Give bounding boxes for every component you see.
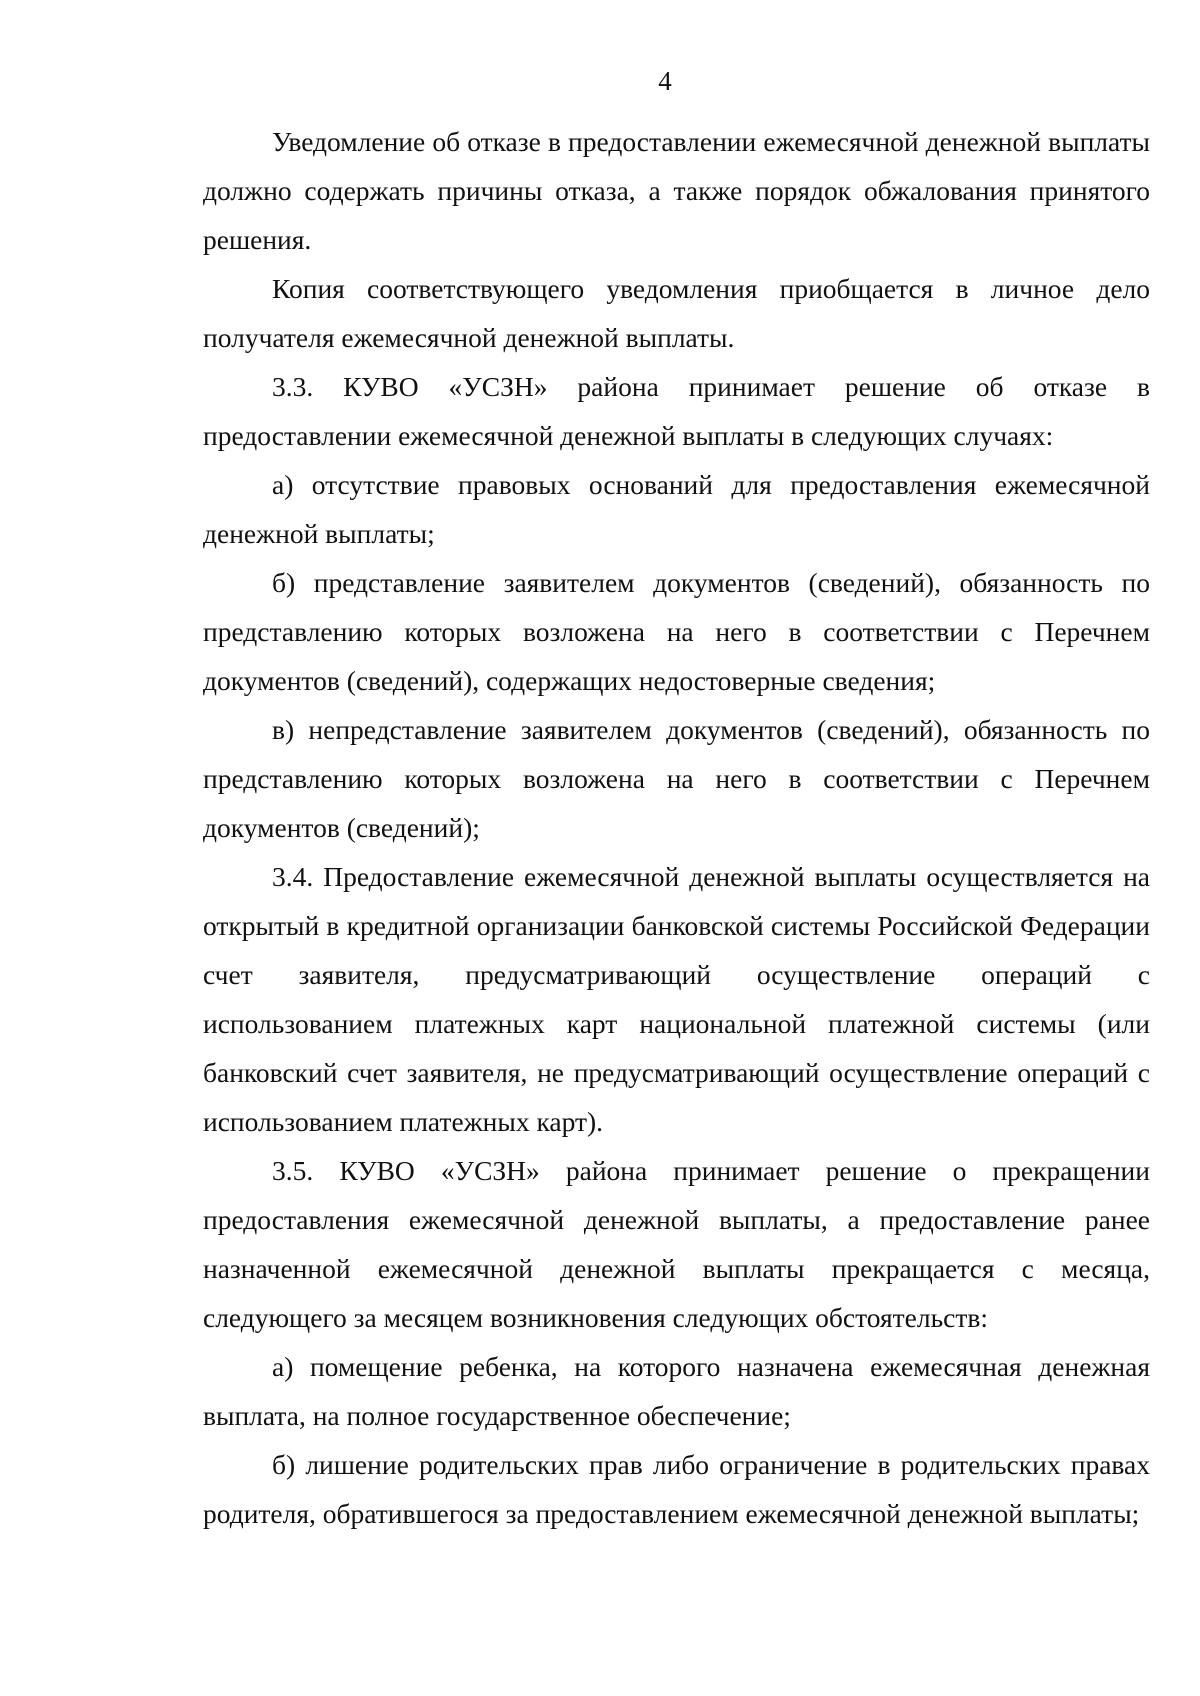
paragraph-3-3-a: а) отсутствие правовых оснований для предоставления ежемесячной денежной выплаты;	[203, 469, 1150, 549]
paragraph-3-5: 3.5. КУВО «УСЗН» района принимает решение о прекращении предоставления ежемесячной денежной выплаты, а предоставление ранее назначенной ежемесячной денежной выплаты прекращается с месяца, следующего за месяцем возникновения следующих обстоятельств:	[203, 1155, 1150, 1333]
document-body	[203, 117, 1150, 1538]
paragraph-3-4: 3.4. Предоставление ежемесячной денежной выплаты осуществляется на открытый в кредитной организации банковской системы Российской Федерации счет заявителя, предусматривающий осуществление операций с использованием платежных карт национальной платежной системы (или банковский счет заявителя, не предусматривающий осуществление операций с использованием платежных карт).	[203, 861, 1150, 1137]
paragraph-3-5-a: а) помещение ребенка, на которого назначена ежемесячная денежная выплата, на полное государственное обеспечение;	[203, 1351, 1150, 1431]
paragraph-3-3-b: б) представление заявителем документов (сведений), обязанность по представлению которых возложена на него в соответствии с Перечнем документов (сведений), содержащих недостоверные сведения;	[203, 567, 1150, 696]
paragraph-3-5-b: б) лишение родительских прав либо ограничение в родительских правах родителя, обратившегося за предоставлением ежемесячной денежной выплаты;	[203, 1449, 1150, 1529]
paragraph-notice-copy: Копия соответствующего уведомления приобщается в личное дело получателя ежемесячной денежной выплаты.	[203, 273, 1150, 353]
page-number: 4	[658, 66, 672, 96]
paragraph-refusal-notice: Уведомление об отказе в предоставлении ежемесячной денежной выплаты должно содержать причины отказа, а также порядок обжалования принятого решения.	[203, 126, 1150, 255]
paragraph-3-3-v: в) непредставление заявителем документов (сведений), обязанность по представлению которых возложена на него в соответствии с Перечнем документов (сведений);	[203, 714, 1150, 843]
paragraph-3-3: 3.3. КУВО «УСЗН» района принимает решение об отказе в предоставлении ежемесячной денежной выплаты в следующих случаях:	[203, 371, 1150, 451]
